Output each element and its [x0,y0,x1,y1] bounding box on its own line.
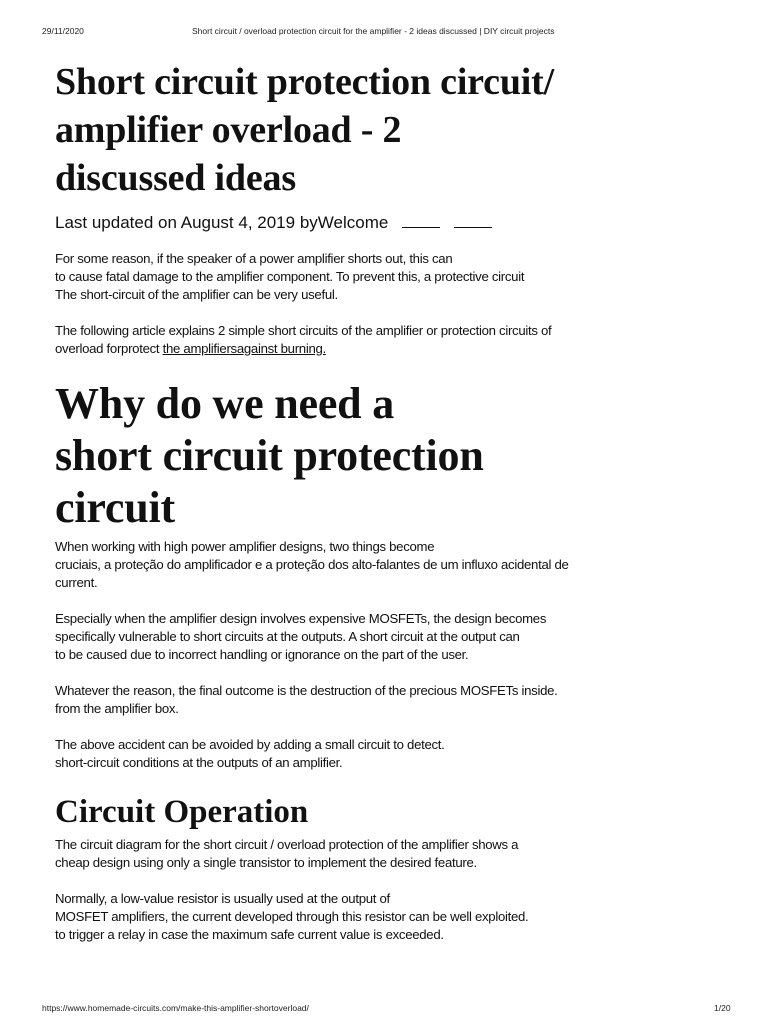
print-footer-url: https://www.homemade-circuits.com/make-this-amplifier-shortoverload/ [42,1003,309,1013]
why-paragraph-2 [55,610,675,664]
share-link-placeholder[interactable] [454,213,492,228]
amplifier-burning-link[interactable]: the amplifiersagainst burning. [162,341,326,356]
paragraph-line: The circuit diagram for the short circuit / overload protection of the amplifier shows a [55,837,519,852]
paragraph-line: from the amplifier box. [55,701,179,716]
paragraph-line: The above accident can be avoided by adding a small circuit to detect. [55,737,445,752]
operation-paragraph-2 [55,890,675,944]
paragraph-line: cruciais, a proteção do amplificador e a proteção dos alto-falantes de um influxo acidental de [55,557,569,572]
share-link-placeholder[interactable] [402,213,440,228]
paragraph-line: For some reason, if the speaker of a power amplifier shorts out, this can [55,251,453,266]
paragraph-line [55,340,675,358]
article-meta [55,212,675,234]
why-heading [55,378,675,534]
why-heading-line: Why do we need a [55,379,395,428]
paragraph-line: Especially when the amplifier design involves expensive MOSFETs, the design becomes [55,611,547,626]
article-title [55,58,675,202]
why-paragraph-4 [55,736,675,772]
paragraph-text: overload forprotect [55,341,163,356]
why-paragraph-1 [55,538,675,592]
intro-paragraph-2 [55,322,675,358]
article-title-line: Short circuit protection circuit/ [55,61,554,103]
paragraph-line: current. [55,575,98,590]
paragraph-line: to cause fatal damage to the amplifier component. To prevent this, a protective circuit [55,269,525,284]
circuit-operation-heading: Circuit Operation [55,794,309,830]
why-heading-line: short circuit protection [55,431,484,480]
article-content [55,58,675,944]
paragraph-line: cheap design using only a single transistor to implement the desired feature. [55,855,477,870]
intro-paragraph [55,250,675,304]
paragraph-line: to be caused due to incorrect handling or ignorance on the part of the user. [55,647,469,662]
article-title-line: amplifier overload - 2 [55,109,402,151]
article-title-line: discussed ideas [55,157,296,199]
why-heading-line: circuit [55,483,175,532]
print-footer-page-number: 1/20 [714,1003,731,1013]
paragraph-line: The following article explains 2 simple short circuits of the amplifier or protection circuits of [55,323,552,338]
paragraph-line: Normally, a low-value resistor is usually used at the output of [55,891,390,906]
paragraph-line: The short-circuit of the amplifier can be very useful. [55,287,338,302]
operation-paragraph-1 [55,836,675,872]
paragraph-line: short-circuit conditions at the outputs of an amplifier. [55,755,343,770]
why-paragraph-3 [55,682,675,718]
paragraph-line: MOSFET amplifiers, the current developed through this resistor can be well exploited. [55,909,529,924]
print-header-title: Short circuit / overload protection circuit for the amplifier - 2 ideas discussed | DIY circuit projects [192,26,555,36]
paragraph-line: specifically vulnerable to short circuits at the outputs. A short circuit at the output can [55,629,520,644]
paragraph-line: When working with high power amplifier designs, two things become [55,539,435,554]
paragraph-line: Whatever the reason, the final outcome is the destruction of the precious MOSFETs inside. [55,683,558,698]
print-header-date: 29/11/2020 [42,26,84,36]
paragraph-line: to trigger a relay in case the maximum safe current value is exceeded. [55,927,444,942]
last-updated-text: Last updated on August 4, 2019 byWelcome [55,213,389,232]
